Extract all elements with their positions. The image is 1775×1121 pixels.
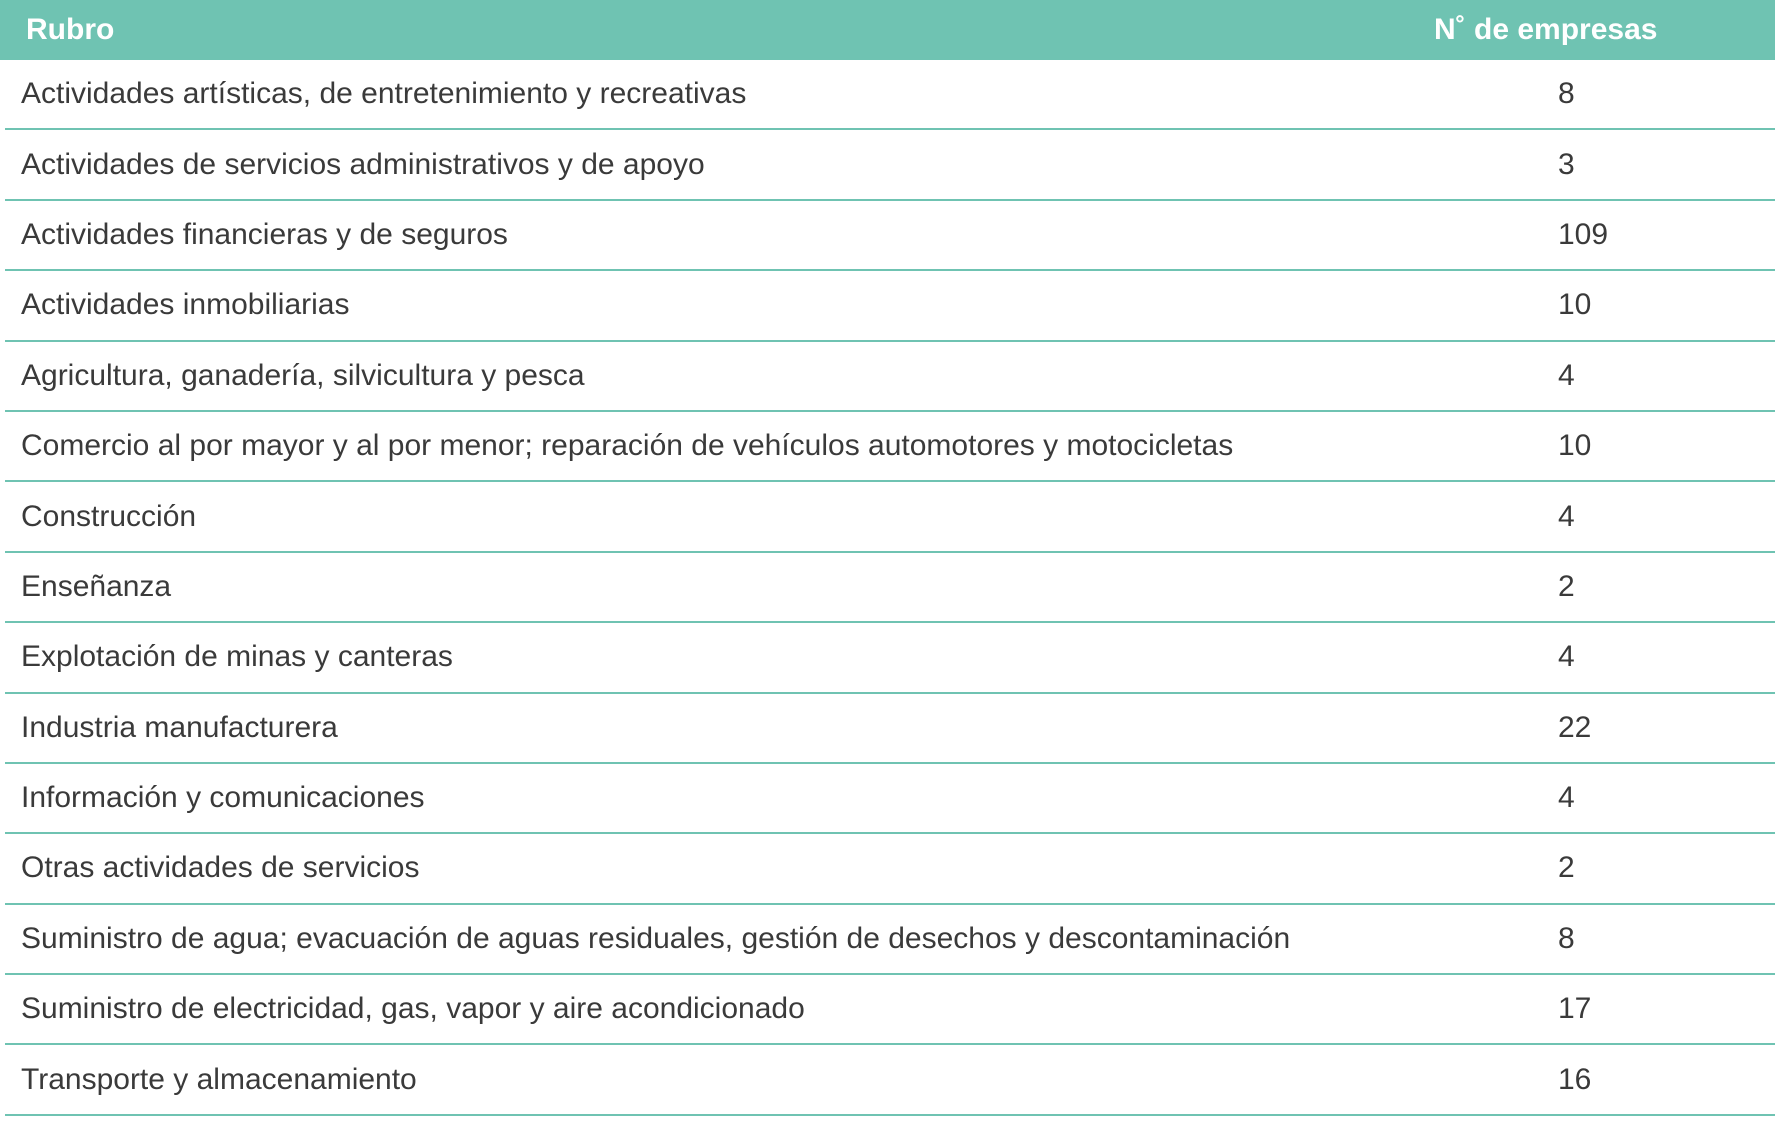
table-header xyxy=(0,0,1775,60)
table-row xyxy=(5,905,1775,975)
row-rubro: Actividades de servicios administrativos y de apoyo xyxy=(21,147,705,181)
row-rubro: Actividades artísticas, de entretenimiento y recreativas xyxy=(21,77,747,111)
row-rubro: Actividades financieras y de seguros xyxy=(21,217,508,251)
table-row xyxy=(5,553,1775,623)
table-row xyxy=(5,482,1775,552)
row-rubro: Construcción xyxy=(21,499,197,533)
row-rubro: Otras actividades de servicios xyxy=(21,851,420,885)
table-row xyxy=(5,834,1775,904)
row-rubro: Explotación de minas y canteras xyxy=(21,640,453,674)
row-count: 10 xyxy=(1558,429,1592,463)
table-row xyxy=(5,201,1775,271)
row-count: 10 xyxy=(1558,288,1592,322)
row-rubro: Suministro de agua; evacuación de aguas residuales, gestión de desechos y descontaminación xyxy=(21,921,1291,955)
row-count: 109 xyxy=(1558,217,1609,251)
row-count: 8 xyxy=(1558,77,1575,111)
table-row xyxy=(5,130,1775,200)
table-row xyxy=(5,271,1775,341)
table-row xyxy=(5,1045,1775,1115)
row-count: 4 xyxy=(1558,781,1575,815)
row-count: 17 xyxy=(1558,992,1592,1026)
row-count: 4 xyxy=(1558,499,1575,533)
table-row xyxy=(5,342,1775,412)
row-rubro: Información y comunicaciones xyxy=(21,781,425,815)
row-count: 2 xyxy=(1558,851,1575,885)
row-rubro: Comercio al por mayor y al por menor; reparación de vehículos automotores y motocicletas xyxy=(21,429,1234,463)
row-count: 16 xyxy=(1558,1062,1592,1096)
table-row xyxy=(5,60,1775,130)
table-row xyxy=(5,412,1775,482)
row-count: 2 xyxy=(1558,569,1575,603)
row-rubro: Transporte y almacenamiento xyxy=(21,1062,417,1096)
table-row xyxy=(5,975,1775,1045)
row-rubro: Industria manufacturera xyxy=(21,710,338,744)
row-rubro: Enseñanza xyxy=(21,569,172,603)
row-count: 4 xyxy=(1558,640,1575,674)
row-rubro: Agricultura, ganadería, silvicultura y pesca xyxy=(21,358,585,392)
table-row xyxy=(5,764,1775,834)
row-count: 8 xyxy=(1558,921,1575,955)
header-rubro: Rubro xyxy=(26,13,115,46)
header-company-count: N˚ de empresas xyxy=(1434,13,1658,46)
table-row xyxy=(5,623,1775,693)
row-count: 3 xyxy=(1558,147,1575,181)
table-row xyxy=(5,694,1775,764)
row-rubro: Suministro de electricidad, gas, vapor y aire acondicionado xyxy=(21,992,805,1026)
row-rubro: Actividades inmobiliarias xyxy=(21,288,350,322)
row-count: 4 xyxy=(1558,358,1575,392)
table-body xyxy=(0,60,1775,1116)
row-count: 22 xyxy=(1558,710,1592,744)
